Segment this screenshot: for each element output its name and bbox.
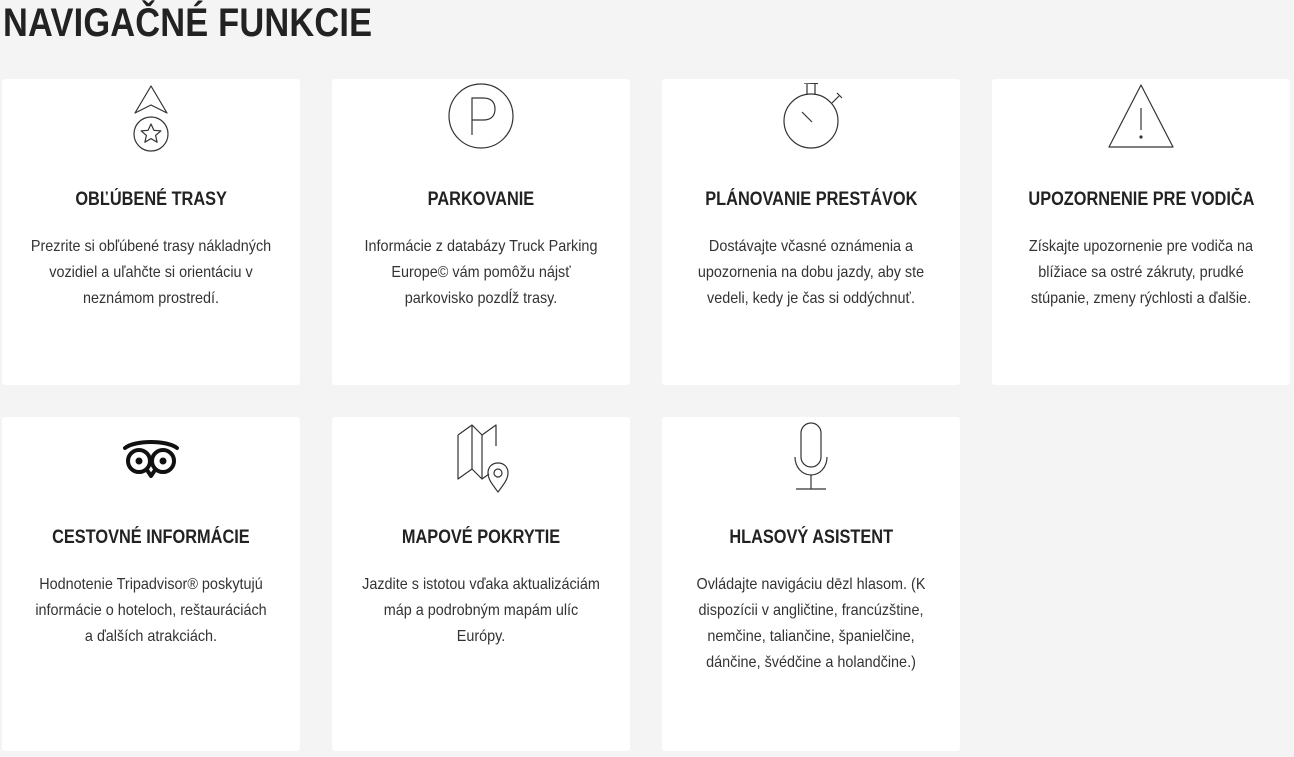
stopwatch-icon: [771, 83, 851, 157]
feature-description: Získajte upozornenie pre vodiča na blížiace sa ostré zákruty, prudké stúpanie, zmeny rýchlosti a ďalšie.: [1028, 238, 1254, 307]
map-pin-icon: [441, 421, 521, 495]
tripadvisor-owl-icon: [111, 421, 191, 495]
warning-icon: [1101, 83, 1181, 157]
feature-card-voice-assistant: [662, 417, 960, 751]
parking-icon: [441, 83, 521, 157]
feature-title: HLASOVÝ ASISTENT: [729, 527, 893, 548]
feature-card-travel-info: [2, 417, 300, 751]
feature-card-favorite-routes: [2, 79, 300, 385]
feature-description: Dostávajte včasné oznámenia a upozornenia na dobu jazdy, aby ste vedeli, kedy je čas si oddýchnuť.: [697, 238, 925, 307]
route-star-icon: [111, 83, 191, 157]
feature-card-map-coverage: [332, 417, 630, 751]
feature-title: PLÁNOVANIE PRESTÁVOK: [704, 189, 918, 210]
feature-card-driver-alerts: [992, 79, 1290, 385]
feature-title: UPOZORNENIE PRE VODIČA: [1027, 189, 1255, 210]
page-title: NAVIGAČNÉ FUNKCIE: [3, 1, 373, 45]
feature-title: OBĽÚBENÉ TRASY: [75, 189, 227, 210]
feature-title: CESTOVNÉ INFORMÁCIE: [52, 527, 250, 548]
feature-description: Hodnotenie Tripadvisor® poskytujú informácie o hoteloch, reštauráciách a ďalších atrakciách.: [35, 576, 267, 645]
microphone-icon: [771, 421, 851, 495]
feature-description: Jazdite s istotou vďaka aktualizáciám máp a podrobným mapám ulíc Európy.: [362, 576, 600, 645]
feature-title: MAPOVÉ POKRYTIE: [401, 527, 561, 548]
feature-description: Informácie z databázy Truck Parking Europe© vám pomôžu nájsť parkovisko pozdĺž trasy.: [364, 238, 598, 307]
feature-description: Prezrite si obľúbené trasy nákladných vozidiel a uľahčte si orientáciu v neznámom prostredí.: [30, 238, 272, 307]
feature-card-break-planning: [662, 79, 960, 385]
feature-description: Ovládajte navigáciu dēzl hlasom. (K dispozícii v angličtine, francúzštine, nemčine, taliančine, španielčine, dánčine, švédčine a holandčine.): [696, 576, 926, 671]
feature-title: PARKOVANIE: [427, 189, 535, 210]
feature-card-parking: [332, 79, 630, 385]
